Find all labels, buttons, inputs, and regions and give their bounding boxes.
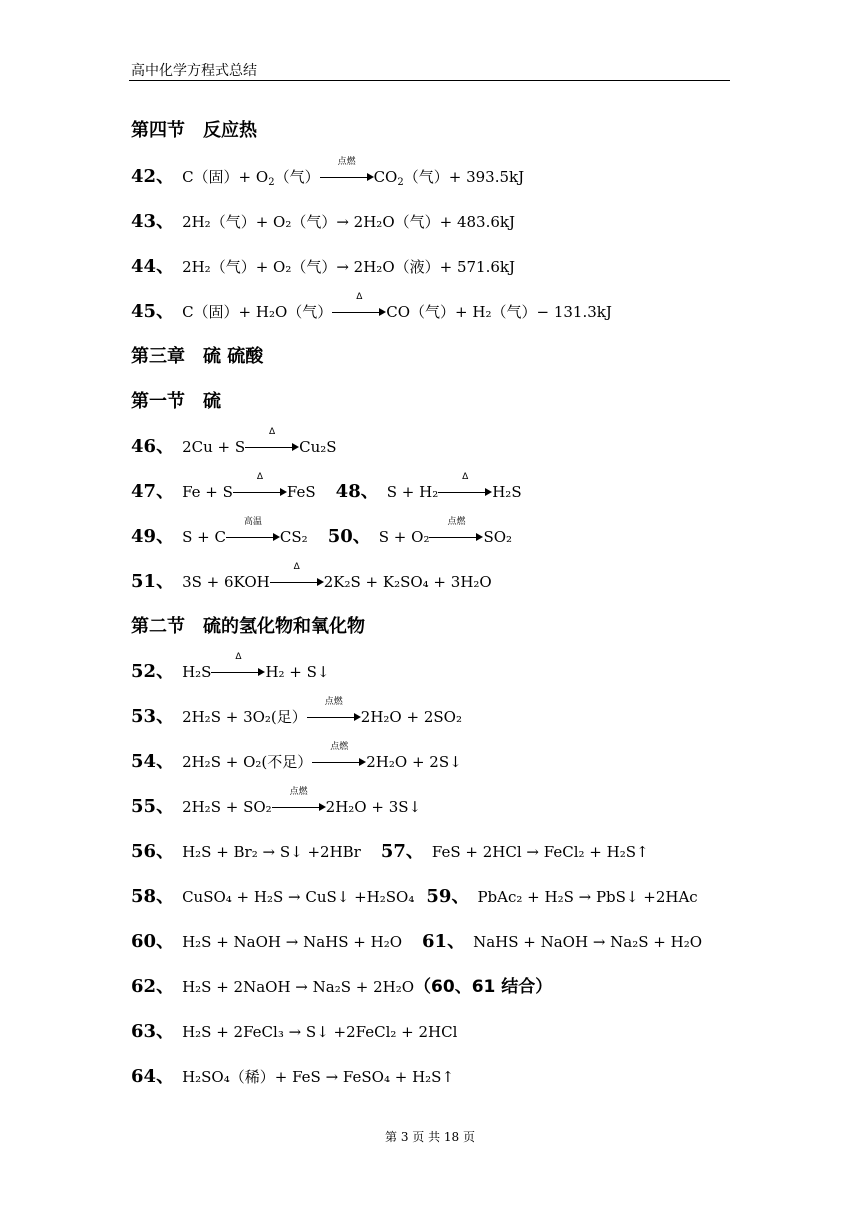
reaction-condition: 高温: [243, 517, 262, 527]
equation-number: 56 、: [131, 841, 174, 862]
equation-text: H₂SO₄（稀）+ FeS → FeSO₄ + H₂S↑: [182, 1068, 455, 1086]
equation-51: [131, 562, 492, 593]
products: FeS: [286, 483, 316, 501]
reaction-condition: 点燃: [447, 517, 466, 527]
header-rule: [129, 80, 730, 81]
section-heading-reaction-heat: 第四节 反应热: [131, 120, 257, 141]
equation-number: 63 、: [131, 1021, 174, 1042]
reactants: H₂S: [182, 663, 212, 681]
equation-62: [131, 972, 552, 998]
equation-text: H₂S + 2NaOH → Na₂S + 2H₂O: [182, 978, 415, 996]
reaction-arrow: [272, 787, 326, 816]
reaction-arrow: [438, 472, 492, 501]
equation-54: [131, 742, 462, 773]
reaction-condition: Δ: [356, 292, 363, 302]
reactants: C（固）+ H₂O（气）: [182, 303, 333, 321]
reaction-arrow: [245, 427, 299, 456]
products: H₂S: [492, 483, 522, 501]
equation-number: 50 、: [328, 526, 371, 547]
reaction-arrow: [332, 292, 386, 321]
equation-text: CuSO₄ + H₂S → CuS↓ +H₂SO₄: [182, 888, 415, 906]
section-heading-hydrides-oxides: 第二节 硫的氢化物和氧化物: [131, 616, 365, 637]
products: 2H₂O + 2SO₂: [360, 708, 462, 726]
products: H₂ + S↓: [265, 663, 330, 681]
equation-text: H₂S + Br₂ → S↓ +2HBr: [182, 843, 361, 861]
equation-49-50: [131, 517, 513, 548]
equation-45: [131, 292, 612, 323]
reaction-condition: Δ: [462, 472, 469, 482]
reactant-state: （气）: [274, 168, 320, 186]
equation-number: 42 、: [131, 166, 174, 187]
reaction-arrow: [270, 562, 324, 591]
reactants: 2H₂S + 3O₂(足）: [182, 708, 307, 726]
equation-52: [131, 652, 330, 683]
page-header-title: 高中化学方程式总结: [131, 63, 257, 79]
equation-number: 57 、: [381, 841, 424, 862]
equation-42: 42 、 C（固）+ $O_2$（气） 点燃 $CO_2$（气）+ 393.5kJ: [131, 162, 524, 188]
equation-number: 45 、: [131, 301, 174, 322]
reaction-condition: 点燃: [330, 742, 349, 752]
equation-55: [131, 787, 422, 818]
reaction-arrow: [211, 652, 265, 681]
reaction-condition: Δ: [293, 562, 300, 572]
equation-number: 53 、: [131, 706, 174, 727]
section-heading-sulfur: 第一节 硫: [131, 391, 221, 412]
equation-47-48: [131, 472, 522, 503]
reactants: Fe + S: [182, 483, 233, 501]
equation-number: 51 、: [131, 571, 174, 592]
equation-text: NaHS + NaOH → Na₂S + H₂O: [473, 933, 703, 951]
page-footer: 第 3 页 共 18 页: [385, 1130, 475, 1144]
reactants: 2Cu + S: [182, 438, 246, 456]
products: 2H₂O + 2S↓: [366, 753, 462, 771]
equation-number: 46 、: [131, 436, 174, 457]
products: SO₂: [483, 528, 513, 546]
equation-number: 44 、: [131, 256, 174, 277]
equation-number: 48 、: [336, 481, 379, 502]
reaction-arrow: [233, 472, 287, 501]
product-heat: （气）+ 393.5kJ: [403, 168, 525, 186]
equation-number: 60 、: [131, 931, 174, 952]
reactants: S + H₂: [386, 483, 439, 501]
equation-number: 54 、: [131, 751, 174, 772]
equation-number: 64 、: [131, 1066, 174, 1087]
equation-46: [131, 427, 337, 458]
products: 2K₂S + K₂SO₄ + 3H₂O: [323, 573, 492, 591]
equation-text: FeS + 2HCl → FeCl₂ + H₂S↑: [431, 843, 649, 861]
reaction-arrow: [320, 157, 374, 186]
equation-number: 58 、: [131, 886, 174, 907]
reactants: C（固）+ O: [182, 168, 269, 186]
reaction-condition: Δ: [269, 427, 276, 437]
equation-53: [131, 697, 462, 728]
equation-text: 2H₂（气）+ O₂（气）→ 2H₂O（气）+ 483.6kJ: [182, 213, 516, 231]
reaction-condition: 点燃: [337, 157, 356, 167]
equation-43: [131, 207, 515, 233]
products: 2H₂O + 3S↓: [325, 798, 422, 816]
equation-text: 2H₂（气）+ O₂（气）→ 2H₂O（液）+ 571.6kJ: [182, 258, 516, 276]
equation-number: 62 、: [131, 976, 174, 997]
equation-63: [131, 1017, 457, 1043]
reactants: 2H₂S + O₂(不足）: [182, 753, 313, 771]
products: Cu₂S: [299, 438, 337, 456]
reactants: 3S + 6KOH: [182, 573, 270, 591]
reaction-condition: 点燃: [289, 787, 308, 797]
reaction-condition: 点燃: [324, 697, 343, 707]
products: CO（气）+ H₂（气）− 131.3kJ: [386, 303, 612, 321]
reaction-condition: Δ: [235, 652, 242, 662]
products: CS₂: [279, 528, 308, 546]
reactants: 2H₂S + SO₂: [182, 798, 272, 816]
chapter-heading-sulfur: 第三章 硫 硫酸: [131, 346, 264, 367]
equation-64: [131, 1062, 454, 1088]
equation-number: 61 、: [422, 931, 465, 952]
reactants: S + O₂: [378, 528, 430, 546]
equation-text: H₂S + NaOH → NaHS + H₂O: [182, 933, 403, 951]
reactants: S + C: [182, 528, 226, 546]
reaction-arrow: [312, 742, 366, 771]
reaction-condition: Δ: [256, 472, 263, 482]
equation-number: 49 、: [131, 526, 174, 547]
reaction-arrow: [429, 517, 483, 546]
equation-number: 43 、: [131, 211, 174, 232]
equation-58-59: [131, 882, 698, 908]
equation-number: 47 、: [131, 481, 174, 502]
equation-text: PbAc₂ + H₂S → PbS↓ +2HAc: [477, 888, 698, 906]
equation-number: 52 、: [131, 661, 174, 682]
equation-text: H₂S + 2FeCl₃ → S↓ +2FeCl₂ + 2HCl: [182, 1023, 458, 1041]
equation-56-57: [131, 837, 649, 863]
products: CO: [373, 168, 398, 186]
equation-number: 59 、: [426, 886, 469, 907]
reaction-arrow: [307, 697, 361, 726]
equation-44: [131, 252, 515, 278]
equation-note: （60、61 结合）: [414, 977, 553, 997]
equation-number: 55 、: [131, 796, 174, 817]
equation-60-61: [131, 927, 702, 953]
reaction-arrow: [226, 517, 280, 546]
